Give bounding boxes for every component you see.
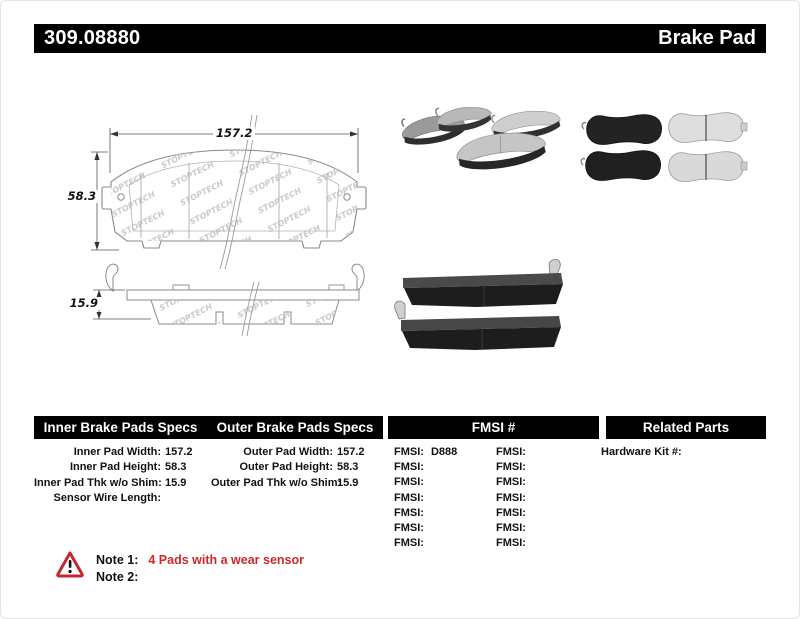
fmsi-row xyxy=(496,475,533,490)
related-parts-title: Related Parts xyxy=(642,420,730,435)
spec-label: Outer Pad Thk w/o Shim: xyxy=(211,476,342,489)
warning-triangle-icon xyxy=(55,550,85,578)
spec-row-sensor-wire xyxy=(34,491,264,507)
note-1-label: Note 1: xyxy=(96,553,139,567)
note-1-text: 4 Pads with a wear sensor xyxy=(148,553,304,567)
fmsi-row xyxy=(496,490,533,505)
inner-specs-title: Inner Brake Pads Specs xyxy=(43,420,198,435)
hardware-kit-row xyxy=(601,444,689,459)
spec-value: 58.3 xyxy=(165,461,187,474)
fmsi-row xyxy=(394,520,457,535)
fmsi-row xyxy=(496,536,533,551)
product-photos xyxy=(386,96,766,366)
spec-label: Sensor Wire Length: xyxy=(53,492,161,505)
spec-value: 157.2 xyxy=(337,445,365,458)
fmsi-label: FMSI: xyxy=(496,537,526,550)
fmsi-row xyxy=(394,475,457,490)
fmsi-label: FMSI: xyxy=(394,491,424,504)
fmsi-header xyxy=(388,416,599,439)
note-1-line xyxy=(96,552,304,568)
fmsi-value: D888 xyxy=(430,445,458,458)
product-name: Brake Pad xyxy=(658,27,756,49)
fmsi-label: FMSI: xyxy=(496,506,526,519)
brake-pad-technical-drawing xyxy=(41,101,381,351)
spec-label: Outer Pad Height: xyxy=(239,461,333,474)
spec-value: 157.2 xyxy=(165,445,193,458)
height-dimension-label: 58.3 xyxy=(59,190,99,203)
side-view-drawing xyxy=(106,264,364,336)
fmsi-right-column xyxy=(496,444,533,551)
angled-pads-photo xyxy=(401,103,562,172)
spec-label: Outer Pad Width: xyxy=(243,445,333,458)
pads-specs-header xyxy=(34,416,383,439)
fmsi-label: FMSI: xyxy=(394,445,424,458)
fmsi-label: FMSI: xyxy=(394,506,424,519)
fmsi-row xyxy=(394,444,457,459)
part-number: 309.08880 xyxy=(44,27,141,49)
fmsi-label: FMSI: xyxy=(394,460,424,473)
hardware-kit-label: Hardware Kit #: xyxy=(601,445,682,458)
fmsi-row xyxy=(496,459,533,474)
fmsi-row xyxy=(394,505,457,520)
spec-label: Inner Pad Width: xyxy=(73,445,161,458)
outer-specs-title: Outer Brake Pads Specs xyxy=(216,420,374,435)
fmsi-label: FMSI: xyxy=(496,522,526,535)
side-view-pads-photo xyxy=(395,259,563,350)
note-2-label: Note 2: xyxy=(96,570,139,584)
fmsi-label: FMSI: xyxy=(496,445,526,458)
fmsi-row xyxy=(496,520,533,535)
spec-value: 15.9 xyxy=(337,476,359,489)
fmsi-label: FMSI: xyxy=(394,522,424,535)
header-bar xyxy=(34,24,766,53)
fmsi-row xyxy=(496,505,533,520)
width-dimension-label: 157.2 xyxy=(213,127,255,140)
fmsi-label: FMSI: xyxy=(496,476,526,489)
fmsi-title: FMSI # xyxy=(471,420,516,435)
fmsi-label: FMSI: xyxy=(394,476,424,489)
fmsi-row xyxy=(496,444,533,459)
thickness-dimension-label: 15.9 xyxy=(61,297,101,310)
related-parts-header xyxy=(606,416,766,439)
spec-value: 15.9 xyxy=(165,476,187,489)
fmsi-label: FMSI: xyxy=(496,491,526,504)
fmsi-row xyxy=(394,490,457,505)
fmsi-label: FMSI: xyxy=(496,460,526,473)
fmsi-row xyxy=(394,459,457,474)
note-2-line xyxy=(96,569,148,585)
flat-pads-photo xyxy=(581,113,747,182)
fmsi-label: FMSI: xyxy=(394,537,424,550)
spec-label: Inner Pad Height: xyxy=(69,461,161,474)
fmsi-left-column xyxy=(394,444,457,551)
spec-value: 58.3 xyxy=(337,461,359,474)
related-parts-table xyxy=(601,444,689,459)
fmsi-row xyxy=(394,536,457,551)
spec-label: Inner Pad Thk w/o Shim: xyxy=(34,476,162,489)
